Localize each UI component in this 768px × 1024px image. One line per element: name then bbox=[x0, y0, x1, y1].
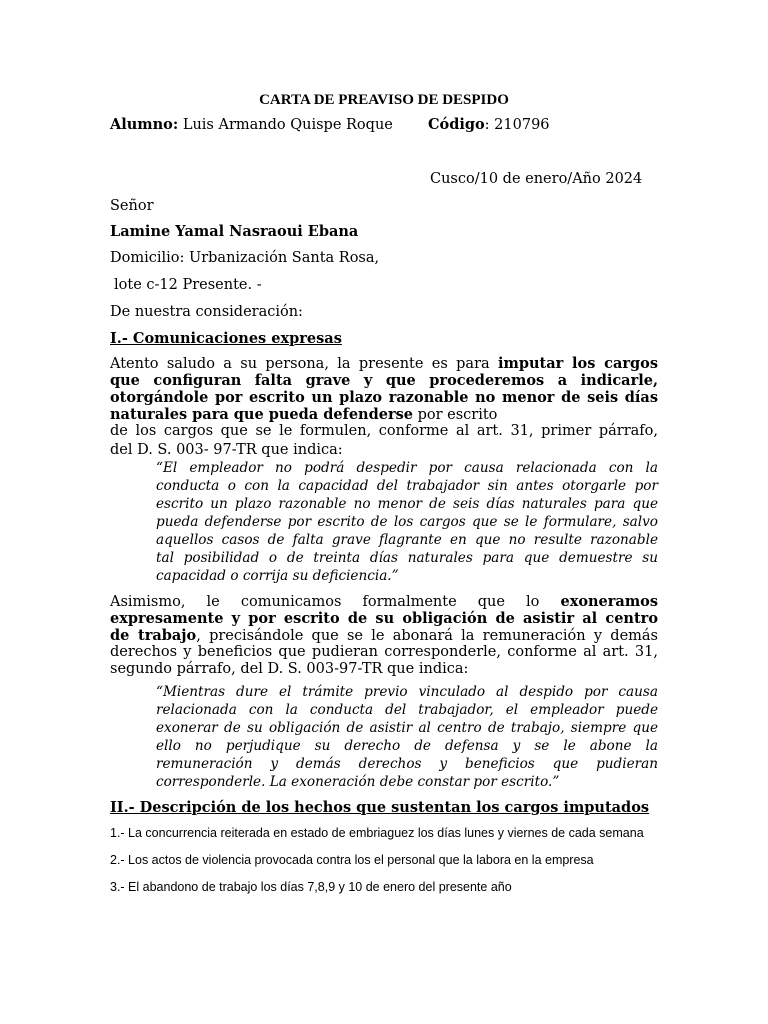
quote-2-row: “Mientras dure el trámite previo vinculado al despido por causa bbox=[156, 684, 658, 700]
text-run-bold: imputar los cargos bbox=[498, 355, 658, 372]
student-label: Alumno: bbox=[110, 116, 179, 133]
recipient-name: Lamine Yamal Nasraoui Ebana bbox=[110, 223, 359, 240]
list-item: 3.- El abandono de trabajo los días 7,8,9 y 10 de enero del presente año bbox=[110, 880, 512, 894]
text-run-bold: exoneramos bbox=[560, 593, 658, 610]
section1-heading: I.- Comunicaciones expresas bbox=[110, 330, 342, 347]
text-run: Asimismo, le comunicamos formalmente que lo bbox=[110, 594, 540, 610]
student-line bbox=[110, 116, 393, 133]
quote-1-row: capacidad o corrija su deficiencia.” bbox=[156, 568, 399, 584]
consideration: De nuestra consideración: bbox=[110, 304, 303, 320]
code-value: : 210796 bbox=[484, 117, 550, 133]
paragraph-2-row: expresamente y por escrito de su obligación de asistir al centro bbox=[110, 610, 658, 627]
text-run: , precisándole que se le abonará la remuneración y demás bbox=[196, 628, 658, 644]
paragraph-2 bbox=[110, 593, 658, 678]
salutation: Señor bbox=[110, 198, 154, 214]
text-run: por escrito bbox=[417, 407, 498, 423]
code-line bbox=[428, 116, 550, 133]
address-line-1: Domicilio: Urbanización Santa Rosa, bbox=[110, 250, 380, 266]
quote-1 bbox=[156, 459, 658, 585]
place-date: Cusco/10 de enero/Año 2024 bbox=[430, 171, 643, 187]
quote-2-row: relacionada con la conducta del trabajador, el empleador puede bbox=[156, 702, 658, 718]
text-run-bold: de trabajo bbox=[110, 627, 197, 644]
paragraph-1-row: otorgándole por escrito un plazo razonable no menor de seis días bbox=[110, 389, 658, 406]
quote-2-row: corresponderle. La exoneración debe constar por escrito.” bbox=[156, 774, 560, 790]
paragraph-1-row: de los cargos que se le formulen, conforme al art. 31, primer párrafo, bbox=[110, 423, 658, 439]
paragraph-1 bbox=[110, 355, 658, 459]
quote-2-row: exonerar de su obligación de asistir al centro de trabajo, siempre que bbox=[156, 720, 658, 736]
paragraph-2-row bbox=[110, 627, 658, 644]
list-item: 1.- La concurrencia reiterada en estado de embriaguez los días lunes y viernes de cada semana bbox=[110, 826, 644, 840]
text-run: Atento saludo a su persona, la presente es para bbox=[110, 356, 490, 372]
student-name: Luis Armando Quispe Roque bbox=[182, 117, 393, 133]
quote-2-row: ello no perjudique su derecho de defensa y se le abone la bbox=[156, 738, 658, 754]
paragraph-2-row: segundo párrafo, del D. S. 003-97-TR que indica: bbox=[110, 661, 469, 677]
code-label: Código bbox=[428, 116, 485, 133]
quote-1-row: “El empleador no podrá despedir por causa relacionada con la bbox=[156, 460, 658, 476]
quote-1-row: aquellos casos de falta grave flagrante en que no resulte razonable bbox=[156, 532, 658, 548]
quote-1-row: escrito un plazo razonable no menor de seis días naturales para que bbox=[156, 496, 658, 512]
quote-1-row: pueda defenderse por escrito de los cargos que se le formulare, salvo bbox=[156, 514, 658, 530]
quote-2-row: remuneración y demás derechos y beneficios que pudieran bbox=[156, 756, 658, 772]
text-run-bold: naturales para que pueda defenderse bbox=[110, 406, 413, 423]
list-item: 2.- Los actos de violencia provocada contra los el personal que la labora en la empresa bbox=[110, 853, 594, 867]
paragraph-1-row: que configuran falta grave y que procederemos a indicarle, bbox=[110, 372, 658, 389]
paragraph-2-row bbox=[110, 593, 658, 610]
letter-title: CARTA DE PREAVISO DE DESPIDO bbox=[259, 92, 509, 108]
paragraph-1-row: del D. S. 003- 97-TR que indica: bbox=[110, 442, 343, 458]
paragraph-1-row bbox=[110, 355, 658, 372]
quote-1-row: tal posibilidad o de treinta días naturales para que demuestre su bbox=[156, 550, 658, 566]
section2-heading: II.- Descripción de los hechos que sustentan los cargos imputados bbox=[110, 799, 650, 816]
address-line-2: lote c-12 Presente. - bbox=[114, 277, 262, 293]
quote-1-row: conducta o con la capacidad del trabajador sin antes otorgarle por bbox=[156, 478, 658, 494]
quote-2 bbox=[156, 683, 658, 791]
paragraph-2-row: derechos y beneficios que pudieran corresponderle, conforme al art. 31, bbox=[110, 644, 658, 660]
paragraph-1-row bbox=[110, 406, 658, 423]
